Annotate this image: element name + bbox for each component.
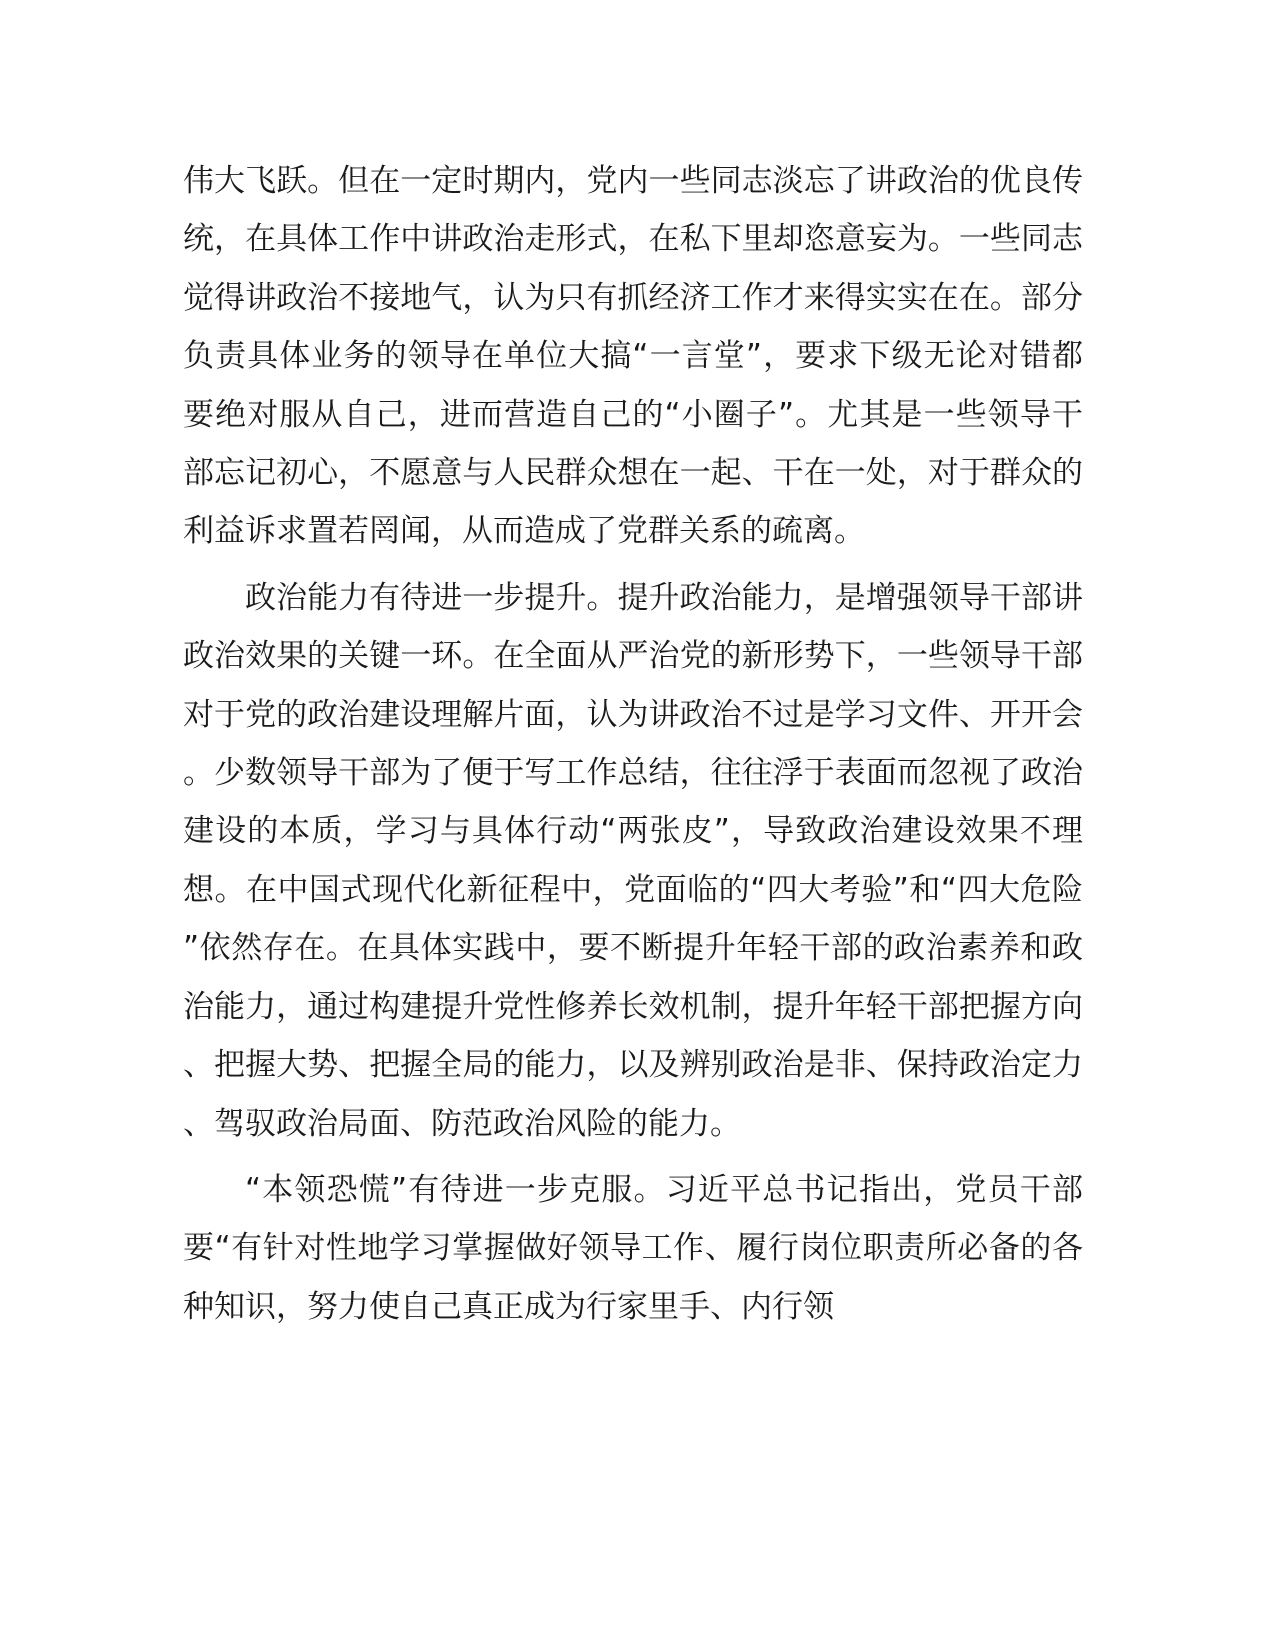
paragraph-political-ability: 政治能力有待进一步提升。提升政治能力，是增强领导干部讲政治效果的关键一环。在全面从严治党的新形势下，一些领导干部对于党的政治建设理解片面，认为讲政治不过是学习文件、开开会。少数领导干部为了便于写工作总结，往往浮于表面而忽视了政治建设的本质，学习与具体行动“两张皮”，导致政治建设效果不理想。在中国式现代化新征程中，党面临的“四大考验”和“四大危险”依然存在。在具体实践中，要不断提升年轻干部的政治素养和政治能力，通过构建提升党性修养长效机制，提升年轻干部把握方向、把握大势、把握全局的能力，以及辨别政治是非、保持政治定力、驾驭政治局面、防范政治风险的能力。 — [183, 579, 1083, 1142]
paragraph-skill-panic: “本领恐慌”有待进一步克服。习近平总书记指出，党员干部要“有针对性地学习掌握做好领导工作、履行岗位职责所必备的各种知识，努力使自己真正成为行家里手、内行领 — [183, 1171, 1083, 1325]
paragraph-continued: 伟大飞跃。但在一定时期内，党内一些同志淡忘了讲政治的优良传统，在具体工作中讲政治走形式，在私下里却恣意妄为。一些同志觉得讲政治不接地气，认为只有抓经济工作才来得实实在在。部分负责具体业务的领导在单位大搞“一言堂”，要求下级无论对错都要绝对服从自己，进而营造自己的“小圈子”。尤其是一些领导干部忘记初心，不愿意与人民群众想在一起、干在一处，对于群众的利益诉求置若罔闻，从而造成了党群关系的疏离。 — [183, 163, 1083, 550]
document-body — [183, 152, 1083, 1336]
